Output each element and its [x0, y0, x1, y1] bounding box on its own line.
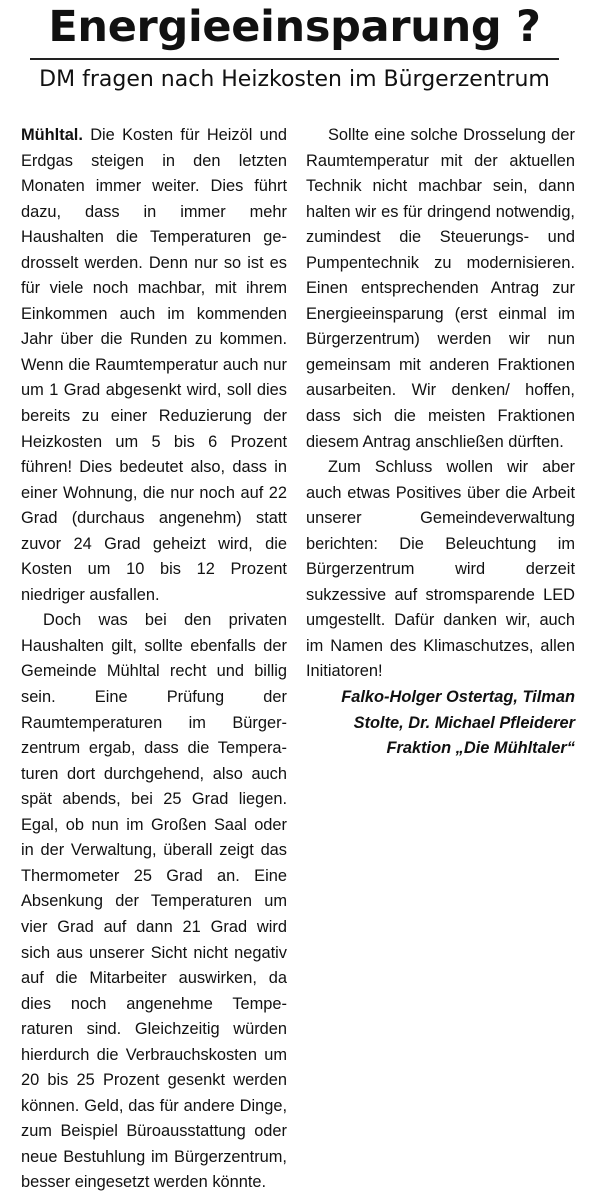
- paragraph-1: [21, 123, 287, 608]
- headline: Energieeinsparung ?: [48, 2, 541, 52]
- paragraph-2: Doch was bei den privaten Haushalten gilt, sollte ebenfalls der Gemeinde Mühltal recht und billig sein. Eine Prüfung der Raumtemperaturen im Bürgerzentrum ergab, dass die Temperaturen dort durchgehend, also auch spät abends, bei 25 Grad liegen. Egal, ob nun im Großen Saal oder in der Verwaltung, überall zeigt das Thermometer 25 Grad an. Eine Absenkung der Temperaturen um vier Grad auf dann 21 Grad wird sich aus unserer Sicht nicht negativ auf die Mitarbeiter auswirken, da dies noch angenehme Temperaturen sind. Gleichzeitig würden hierdurch die Verbrauchskosten um 20 bis 25 Prozent gesenkt werden können. Geld, das für andere Dinge, zum Beispiel Büroausstattung oder neue Bestuhlung im Bürgerzentrum, besser eingesetzt werden könnte.: [21, 611, 287, 1192]
- paragraph-4: Zum Schluss wollen wir aber auch etwas Positives über die Arbeit unserer Gemeindeverwaltung berichten: Die Beleuchtung im Bürgerzentrum wird derzeit sukzessive auf stromsparende LED umgestellt. Dafür danken wir, auch im Namen des Klimaschutzes, allen Initiatoren!: [306, 458, 575, 681]
- dateline: Mühltal.: [21, 126, 83, 144]
- signature-line-1: Falko-Holger Ostertag, Tilman: [341, 688, 575, 707]
- paragraph-1-text: Die Kosten für Heizöl und Erdgas steigen in den letzten Monaten immer weiter. Dies führt dazu, dass in immer mehr Haushalten die Temperaturen gedrosselt werden. Denn nur so ist es für viele noch machbar, mit ihrem Einkommen auch im kommenden Jahr über die Runden zu kommen. Wenn die Raumtemperatur auch nur um 1 Grad abgesenkt wird, soll dies bereits zu einer Reduzierung der Heizkosten um 5 bis 6 Prozent führen! Dies bedeutet also, dass in einer Wohnung, die nur noch auf 22 Grad (durchaus angenehm) statt zuvor 24 Grad geheizt wird, die Kosten um 10 bis 12 Prozent niedriger ausfallen.: [21, 126, 287, 604]
- headline-divider: [30, 58, 559, 60]
- signature-line-2: Stolte, Dr. Michael Pfleiderer: [353, 713, 575, 732]
- left-column: [21, 123, 287, 1196]
- subtitle: DM fragen nach Heizkosten im Bürgerzentrum: [39, 67, 550, 92]
- right-column: [306, 123, 575, 762]
- signature-line-3: Fraktion „Die Mühltaler“: [386, 739, 575, 758]
- paragraph-3: Sollte eine solche Drosselung der Raumtemperatur mit der aktuellen Technik nicht machbar sein, dann halten wir es für dringend notwendig, zumindest die Steuerungs- und Pumpentechnik zu modernisieren. Einen entsprechenden Antrag zur Energieeinsparung (erst einmal im Bürgerzentrum) werden wir nun gemeinsam mit anderen Fraktionen ausarbeiten. Wir denken/ hoffen, dass sich die meisten Fraktionen diesem Antrag anschließen dürften.: [306, 126, 575, 451]
